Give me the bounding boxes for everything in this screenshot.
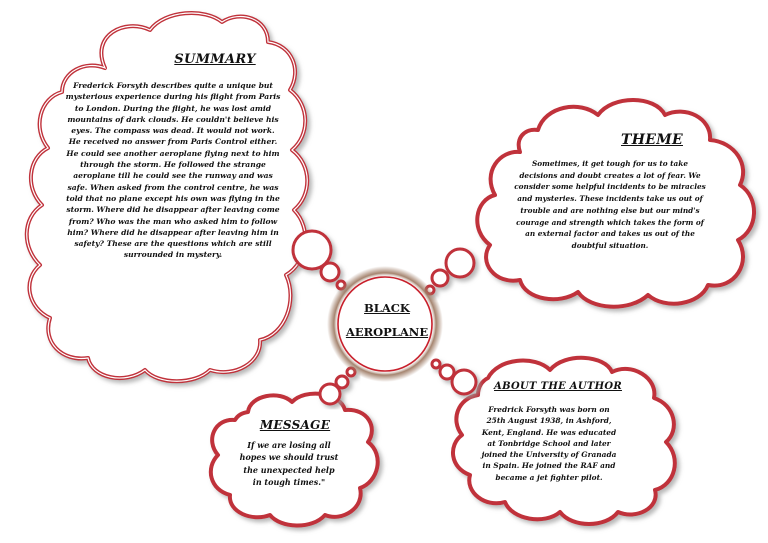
theme-body: Sometimes, it get tough for us to take decisions and doubt creates a lot of fear. We consider some helpful incidents to be miracles and mysteries. These incidents take us out of trouble and are nothing else but our mind's courage and strength which takes the form of an external factor and takes us out of the doubtful situation. bbox=[514, 159, 706, 250]
theme-connector bbox=[426, 249, 474, 294]
summary-bubble-medium bbox=[321, 263, 339, 281]
author-connector bbox=[432, 360, 476, 394]
message-bubble-medium bbox=[336, 376, 348, 388]
author-body: Fredrick Forsyth was born on 25th August 1938, in Ashford, Kent, England. He was educated at Tonbridge School and later joined the University of Granada in Spain. He joined the RAF and became a jet fighter pilot. bbox=[481, 405, 617, 482]
center-title-line1: BLACK bbox=[364, 301, 410, 315]
theme-bubble-medium bbox=[432, 270, 448, 286]
message-body: If we are losing all hopes we should trust the unexpected help in tough times." bbox=[239, 440, 339, 488]
theme-title: THEME bbox=[621, 132, 683, 148]
author-bubble-medium bbox=[440, 365, 454, 379]
center-title bbox=[339, 296, 435, 344]
summary-body: Frederick Forsyth describes quite a unique but mysterious experience during his flight from Paris to London. During the flight, he was lost amid mountains of dark clouds. He couldn't believe his eyes. The compass was dead. It would not work. He received no answer from Paris Control either. He could see another aeroplane flying next to him through the storm. He followed the strange aeroplane till he could see the runway and was safe. When asked from the control centre, he was told that no plane except his own was flying in the storm. Where did he disappear after leaving come from? Who was the man who asked him to follow him? Where did he disappear after leaving him in safety? These are the questions which are still surrounded in mystery. bbox=[65, 81, 281, 260]
summary-title: SUMMARY bbox=[174, 52, 256, 67]
author-bubble-large bbox=[452, 370, 476, 394]
message-title: MESSAGE bbox=[259, 418, 331, 432]
center-title-line2: AEROPLANE bbox=[345, 325, 429, 339]
summary-connector bbox=[293, 231, 345, 289]
author-bubble-small bbox=[432, 360, 440, 368]
theme-bubble-large bbox=[446, 249, 474, 277]
author-title: ABOUT THE AUTHOR bbox=[494, 381, 622, 392]
message-connector bbox=[320, 368, 355, 404]
